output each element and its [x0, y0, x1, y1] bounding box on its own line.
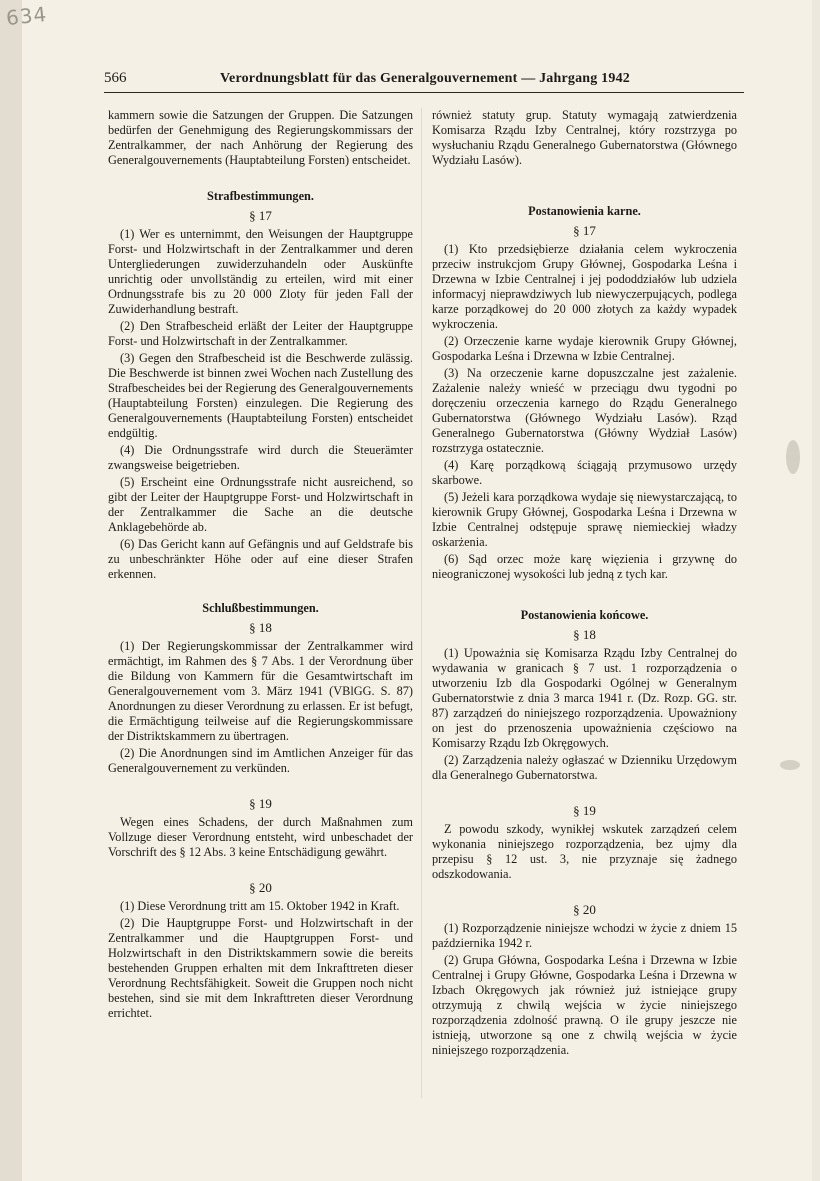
paragraph: (6) Sąd orzec może karę więzienia i grzywnę do nieograniczonej wysokości lub jedną z tych kar.	[432, 552, 737, 581]
intro-paragraph: również statuty grup. Statuty wymagają zatwierdzenia Komisarza Rządu Izby Centralnej, który rozstrzyga po wysłuchaniu Rządu Generalnego Gubernatorstwa (Głównego Wydziału Lasów).	[432, 108, 737, 167]
paragraph: (1) Diese Verordnung tritt am 15. Oktober 1942 in Kraft.	[120, 899, 400, 913]
paragraph: (3) Na orzeczenie karne dopuszczalne jest zażalenie. Zażalenie należy wnieść w przeciągu dwu tygodni po doręczeniu orzeczenia karnego do Rządu Generalnego Gubernatorstwa (Głównego Wydziału Lasów). Rząd Generalnego Gubernatorstwa (Główny Wydział Lasów) rozstrzyga ostatecznie.	[432, 366, 737, 455]
section-number: § 19	[573, 803, 596, 818]
paragraph: (1) Upoważnia się Komisarza Rządu Izby Centralnej do wydawania w granicach § 7 ust. 1 rozporządzenia o utworzeniu Izb dla Gospodarki Ogólnej w Generalnym Gubernatorstwie z dnia 3 marca 1941 r. (Dz. Rozp. GG. str. 87) zarządzeń do niniejszego rozporządzenia. Upoważniony on jest do przenoszenia upoważnienia częściowo na Komisarzy Rządu Izb Okręgowych.	[432, 646, 737, 750]
paragraph: (6) Das Gericht kann auf Gefängnis und auf Geldstrafe bis zu unbeschränkter Höhe oder auf eine dieser Strafen erkennen.	[108, 537, 413, 581]
page-edge	[0, 0, 22, 1181]
section-heading: Schlußbestimmungen.	[202, 601, 319, 615]
paragraph: (5) Jeżeli kara porządkowa wydaje się niewystarczającą, to kierownik Grupy Głównej, Gospodarka Leśna i Drzewna w Izbie Centralnej odstępuje sprawę niemieckiej władzy oskarżenia.	[432, 490, 737, 549]
german-column	[108, 108, 413, 1023]
section-number: § 18	[573, 627, 596, 642]
paragraph: (2) Die Hauptgruppe Forst- und Holzwirtschaft in der Zentralkammer und die Hauptgruppen Forst- und Holzwirtschaft in den Distriktskammern sowie die bereits bestehenden Gruppen erhalten mit dem Inkrafttreten dieser Verordnung Rechtsfähigkeit. Soweit die Gruppen noch nicht bestehen, sind sie mit dem Inkrafttreten dieser Verordnung errichtet.	[108, 916, 413, 1020]
paper-stain	[780, 760, 800, 770]
paragraph: Wegen eines Schadens, der durch Maßnahmen zum Vollzuge dieser Verordnung entsteht, wird unbeschadet der Vorschrift des § 12 Abs. 3 keine Entschädigung gewährt.	[108, 815, 413, 859]
paragraph: (2) Die Anordnungen sind im Amtlichen Anzeiger für das Generalgouvernement zu verkünden.	[108, 746, 413, 775]
section-number: § 17	[249, 208, 272, 223]
section-number: § 18	[249, 620, 272, 635]
paragraph: (3) Gegen den Strafbescheid ist die Beschwerde zulässig. Die Beschwerde ist binnen zwei Wochen nach Zustellung des Strafbescheides bei der Regierung des Generalgouvernements (Hauptabteilung Forsten) einzulegen. Die Regierung des Generalgouvernements (Hauptabteilung Forsten) entscheidet endgültig.	[108, 351, 413, 440]
paragraph: (4) Karę porządkową ściągają przymusowo urzędy skarbowe.	[432, 458, 737, 487]
page-number: 566	[104, 70, 127, 86]
section-number: § 20	[249, 880, 272, 895]
paragraph: Z powodu szkody, wynikłej wskutek zarządzeń celem wykonania niniejszego rozporządzenia, bez ujmy dla przepisu § 12 ust. 3, nie przyznaje się żadnego odszkodowania.	[432, 822, 737, 881]
paragraph: (1) Der Regierungskommissar der Zentralkammer wird ermächtigt, im Rahmen des § 7 Abs. 1 der Verordnung über die Bildung von Kammern für die Gesamtwirtschaft im Generalgouvernement vom 3. März 1941 (VBlGG. S. 87) Anordnungen zu dieser Verordnung zu erlassen. Er ist befugt, die Ermächtigung teilweise auf die Regierungskommissare der Distriktskammern zu übertragen.	[108, 639, 413, 743]
paragraph: (1) Kto przedsiębierze działania celem wykroczenia przeciw instrukcjom Grupy Głównej, Gospodarka Leśna i Drzewna w Izbie Centralnej i jej pododdziałów lub udziela informacyj nieprawdziwych lub niewyczerpujących, podlega karze porządkowej do 20 000 złotych za każdy wypadek wykroczenia.	[432, 242, 737, 331]
paragraph: (2) Zarządzenia należy ogłaszać w Dzienniku Urzędowym dla Generalnego Gubernatorstwa.	[432, 753, 737, 782]
section-heading: Postanowienia końcowe.	[520, 608, 649, 622]
running-title: Verordnungsblatt für das Generalgouvernement — Jahrgang 1942	[220, 71, 630, 86]
paragraph: (4) Die Ordnungsstrafe wird durch die Steuerämter zwangsweise beigetrieben.	[108, 443, 413, 472]
paragraph: (2) Orzeczenie karne wydaje kierownik Grupy Głównej, Gospodarka Leśna i Drzewna w Izbie Centralnej.	[432, 334, 737, 363]
paragraph: (2) Grupa Główna, Gospodarka Leśna i Drzewna w Izbie Centralnej i Grupy Główne, Gospodarka Leśna i Drzewna w Izbach Okręgowych jak również już istniejące grupy otrzymują z chwilą wejścia w życie niniejszego rozporządzenia zdolność prawną. O ile grupy jeszcze nie istnieją, utworzone są one z chwilą wejścia w życie niniejszego rozporządzenia.	[432, 953, 737, 1057]
paragraph: (5) Erscheint eine Ordnungsstrafe nicht ausreichend, so gibt der Leiter der Hauptgruppe Forst- und Holzwirtschaft in der Zentralkammer die Sache an die deutsche Anklagebehörde ab.	[108, 475, 413, 534]
column-divider	[421, 108, 422, 1098]
polish-column	[432, 108, 737, 1060]
running-header	[104, 70, 744, 93]
section-heading: Postanowienia karne.	[528, 204, 641, 218]
paragraph: (2) Den Strafbescheid erläßt der Leiter der Hauptgruppe Forst- und Holzwirtschaft in der Zentralkammer.	[108, 319, 413, 348]
pencil-annotation: 634	[4, 1, 49, 31]
paragraph: (1) Wer es unternimmt, den Weisungen der Hauptgruppe Forst- und Holzwirtschaft in der Zentralkammer und deren Untergliederungen zuwiderzuhandeln oder Auskünfte unrichtig oder unvollständig zu erteilen, wird mit einer Ordnungsstrafe bis zu 20 000 Zloty für jeden Fall der Zuwiderhandlung bestraft.	[108, 227, 413, 316]
intro-paragraph: kammern sowie die Satzungen der Gruppen. Die Satzungen bedürfen der Genehmigung des Regierungskommissars der Zentralkammer, der nach Anhörung der Regierung des Generalgouvernements (Hauptabteilung Forsten) entscheidet.	[108, 108, 413, 167]
section-number: § 19	[249, 796, 272, 811]
section-number: § 20	[573, 902, 596, 917]
paper-stain	[786, 440, 800, 474]
paragraph: (1) Rozporządzenie niniejsze wchodzi w życie z dniem 15 października 1942 r.	[432, 921, 737, 950]
section-number: § 17	[573, 223, 596, 238]
section-heading: Strafbestimmungen.	[207, 189, 314, 203]
